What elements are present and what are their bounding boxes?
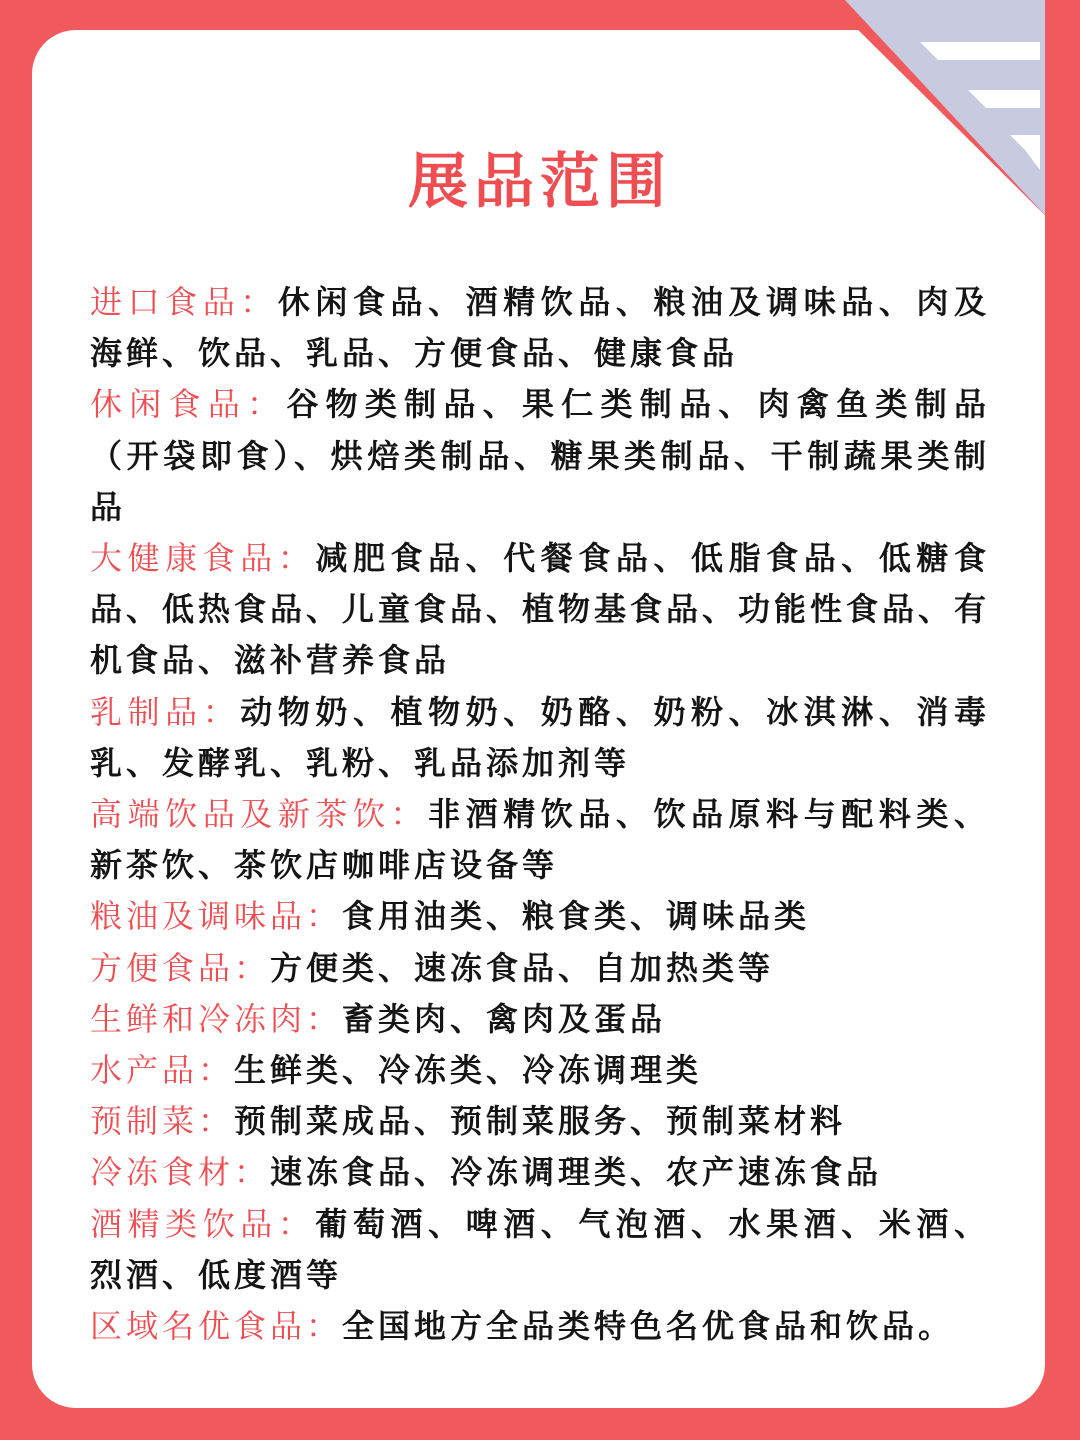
list-item xyxy=(90,891,990,942)
list-item xyxy=(90,1045,990,1096)
category-text: 全国地方全品类特色名优食品和饮品。 xyxy=(342,1307,955,1346)
list-item xyxy=(90,687,990,789)
category-label: 粮油及调味品： xyxy=(90,897,343,936)
category-label: 水产品： xyxy=(90,1051,235,1090)
category-label: 预制菜： xyxy=(90,1102,235,1141)
category-text: 非酒精饮品、饮品原料与配料类、新茶饮、茶饮店咖啡店设备等 xyxy=(90,795,990,885)
category-label: 乳制品： xyxy=(90,692,241,731)
page-title: 展品范围 xyxy=(408,147,672,217)
category-text: 休闲食品、酒精饮品、粮油及调味品、肉及海鲜、饮品、乳品、方便食品、健康食品 xyxy=(90,283,990,373)
list-item xyxy=(90,789,990,891)
list-item xyxy=(90,1147,990,1198)
category-label: 方便食品： xyxy=(90,948,271,987)
list-item xyxy=(90,994,990,1045)
category-label: 区域名优食品： xyxy=(90,1307,343,1346)
category-text: 畜类肉、禽肉及蛋品 xyxy=(342,999,667,1038)
category-text: 动物奶、植物奶、奶酪、奶粉、冰淇淋、消毒乳、发酵乳、乳粉、乳品添加剂等 xyxy=(90,692,990,782)
category-text: 速冻食品、冷冻调理类、农产速冻食品 xyxy=(270,1153,883,1192)
category-label: 冷冻食材： xyxy=(90,1153,271,1192)
category-list xyxy=(90,277,990,1352)
category-text: 食用油类、粮食类、调味品类 xyxy=(342,897,811,936)
list-item xyxy=(90,1199,990,1301)
category-text: 生鲜类、冷冻类、冷冻调理类 xyxy=(234,1051,703,1090)
list-item xyxy=(90,379,990,533)
list-item xyxy=(90,277,990,379)
category-text: 方便类、速冻食品、自加热类等 xyxy=(270,948,775,987)
category-text: 谷物类制品、果仁类制品、肉禽鱼类制品（开袋即食）、烘焙类制品、糖果类制品、干制蔬果类制品 xyxy=(90,385,990,526)
category-text: 减肥食品、代餐食品、低脂食品、低糖食品、低热食品、儿童食品、植物基食品、功能性食品、有机食品、滋补营养食品 xyxy=(90,539,991,680)
category-label: 进口食品： xyxy=(90,283,278,321)
category-text: 预制菜成品、预制菜服务、预制菜材料 xyxy=(234,1102,847,1141)
category-label: 生鲜和冷冻肉： xyxy=(90,999,343,1038)
list-item xyxy=(90,1096,990,1147)
category-label: 高端饮品及新茶饮： xyxy=(90,795,429,834)
list-item xyxy=(90,943,990,994)
category-text: 葡萄酒、啤酒、气泡酒、水果酒、米酒、烈酒、低度酒等 xyxy=(90,1204,990,1294)
list-item xyxy=(90,533,990,687)
category-label: 休闲食品： xyxy=(90,385,287,424)
list-item xyxy=(90,1301,990,1352)
category-label: 大健康食品： xyxy=(90,539,316,578)
category-label: 酒精类饮品： xyxy=(90,1204,316,1243)
